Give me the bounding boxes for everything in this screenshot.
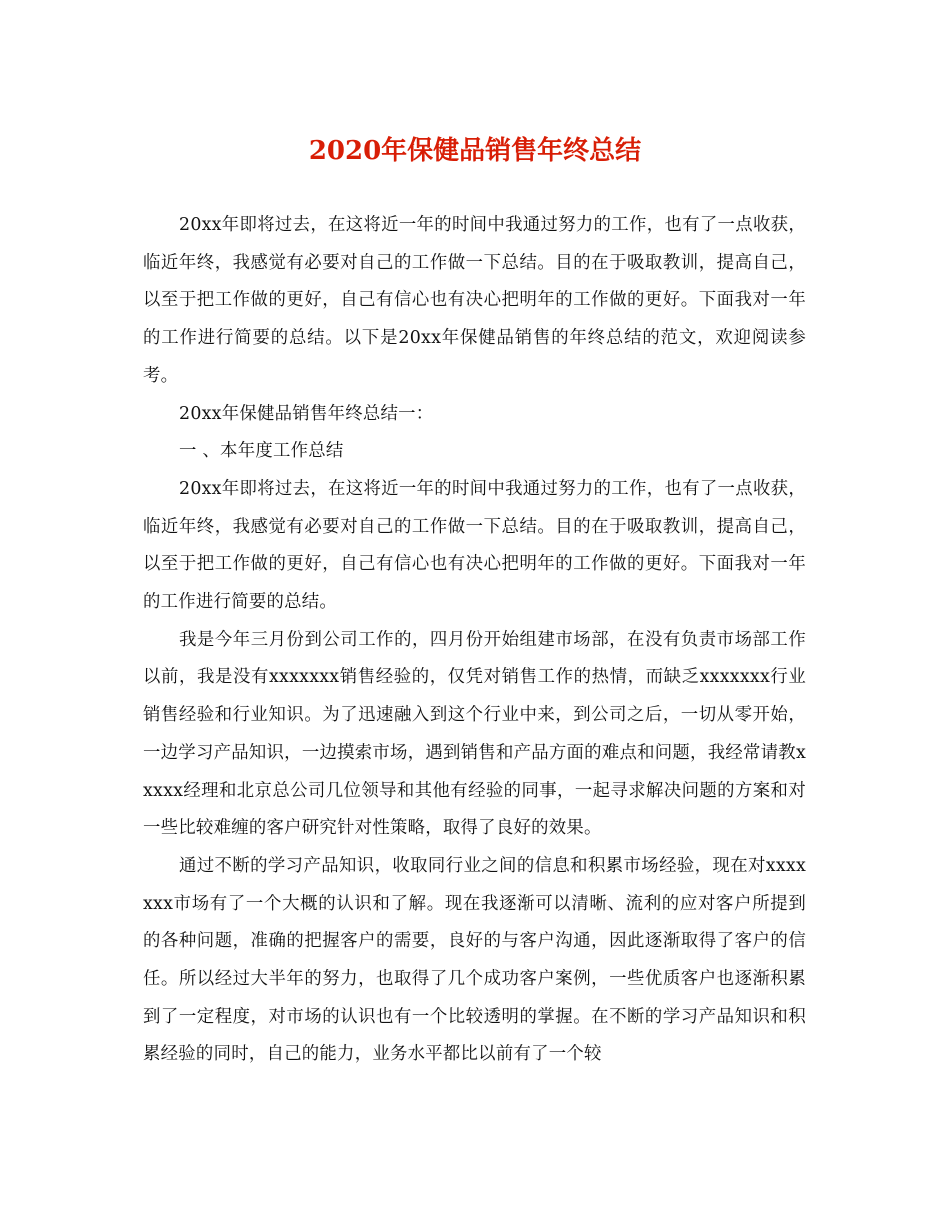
document-title: 2020年保健品销售年终总结 — [308, 136, 642, 166]
document-body — [143, 207, 806, 1074]
paragraph-progress: 通过不断的学习产品知识，收取同行业之间的信息和积累市场经验，现在对xxxxxxx市场有了一个大概的认识和了解。现在我逐渐可以清晰、流利的应对客户所提到的各种问题，准确的把握客户的需要，良好的与客户沟通，因此逐渐取得了客户的信任。所以经过大半年的努力，也取得了几个成功客户案例，一些优质客户也逐渐积累到了一定程度，对市场的认识也有一个比较透明的掌握。在不断的学习产品知识和积累经验的同时，自己的能力，业务水平都比以前有了一个较 — [143, 855, 806, 1065]
paragraph-experience: 我是今年三月份到公司工作的，四月份开始组建市场部，在没有负责市场部工作以前，我是没有xxxxxxx销售经验的，仅凭对销售工作的热情，而缺乏xxxxxxx行业销售经验和行业知识。为了迅速融入到这个行业中来，到公司之后，一切从零开始，一边学习产品知识，一边摸索市场，遇到销售和产品方面的难点和问题，我经常请教xxxxx经理和北京总公司几位领导和其他有经验的同事，一起寻求解决问题的方案和对一些比较难缠的客户研究针对性策略，取得了良好的效果。 — [143, 629, 806, 839]
paragraph-intro: 20xx年即将过去，在这将近一年的时间中我通过努力的工作，也有了一点收获，临近年终，我感觉有必要对自己的工作做一下总结。目的在于吸取教训，提高自己，以至于把工作做的更好，自己有信心也有决心把明年的工作做的更好。下面我对一年的工作进行简要的总结。以下是20xx年保健品销售的年终总结的范文，欢迎阅读参考。 — [143, 215, 806, 386]
paragraph-summary: 20xx年即将过去，在这将近一年的时间中我通过努力的工作，也有了一点收获，临近年终，我感觉有必要对自己的工作做一下总结。目的在于吸取教训，提高自己，以至于把工作做的更好，自己有信心也有决心把明年的工作做的更好。下面我对一年的工作进行简要的总结。 — [143, 478, 806, 613]
paragraph-subtitle: 20xx年保健品销售年终总结一： — [179, 403, 434, 424]
section-heading: 一 、本年度工作总结 — [179, 441, 344, 462]
